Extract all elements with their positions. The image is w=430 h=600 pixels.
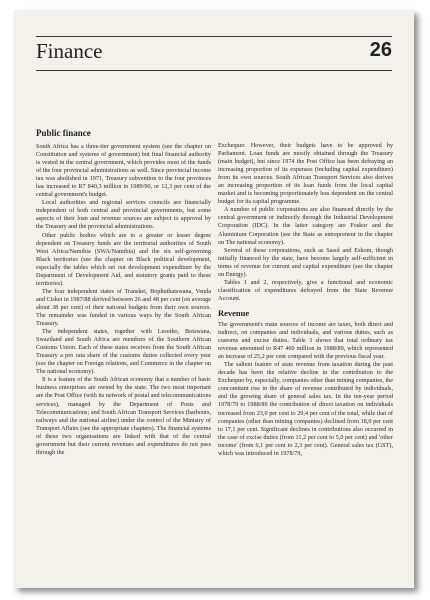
paragraph: Local authorities and regional services councils are financially independent of both central and provincial governments, but some aspects of their loan and revenue sources are subject to approval by the Treasury and the provincial administrations. (36, 199, 211, 231)
paragraph: Several of these corporations, such as Sasol and Eskom, though initially financed by the state, have become largely self-sufficient in terms of revenue for current and capital expenditure (see the chapter on Energy). (218, 246, 393, 278)
header-divider (36, 70, 392, 71)
left-column (36, 128, 211, 457)
paragraph: The government's main sources of income are taxes, both direct and indirect, on companies and individuals, and various duties, such as customs and excise duties. Table 3 shows that total ordinary tax revenue amounted to R47 460 million in 1988/89, which represented an increase of 25,2 per cent compared with the previous fiscal year. (218, 320, 393, 361)
chapter-title: Finance (36, 39, 103, 63)
paragraph: The four independent states of Transkei, Bophuthatswana, Venda and Ciskei in 1987/88 derived between 26 and 48 per cent (on average about 38 per cent) of their national budgets from their own sources. The remainder was funded in various ways by the South African Treasury. (36, 287, 211, 328)
paragraph: Exchequer. However, their budgets have to be approved by Parliament. Loan funds are mostly obtained through the Treasury (main budget), but since 1974 the Post Office has been defraying an increasing proportion of its expenses (including capital expenditure) from its own sources. South African Transport Services also derives an increasing proportion of its loan funds from the local capital market and is becoming proportionately less dependent on the central budget for its capital programme. (218, 142, 393, 206)
right-column (218, 142, 393, 458)
paragraph: The independent states, together with Lesotho, Botswana, Swaziland and South Africa are members of the Southern African Customs Union. Each of these states receives from the South African Treasury a pro rata share of the customs duties collected every year (see the chapter on Foreign relations, and Commerce in the chapter on The national economy). (36, 328, 211, 376)
section-heading-public-finance: Public finance (36, 128, 91, 138)
paragraph: Tables 1 and 2, respectively, give a functional and economic classification of expenditures defrayed from the State Revenue Account. (218, 278, 393, 302)
paragraph: South Africa has a three-tier government system (see the chapter on Constitution and systems of government) but final financial authority is vested in the central government, which provides most of the funds of the four provincial administrations as well. Since provincial income tax was abolished in 1971, Treasury subvention to the four provinces has increased to R7 840,3 million in 1989/90, or 12,3 per cent of the central government's budget. (36, 143, 211, 199)
paragraph: Other public bodies which are to a greater or lesser degree dependent on Treasury funds are the territorial authorities of South West Africa/Namibia (SWA/Namibia) and the six self-governing Black territories (see the chapter on Black political development, especially the tables which set out development expenditure by the Department of Development Aid, and statutory grants paid to these territories). (36, 231, 211, 287)
paragraph: The salient feature of state revenue from taxation during the past decade has been the relative decline in the contribution to the Exchequer by, especially, companies other than mining companies, the concomitant rise in the share of revenue contributed by individuals, and the growing share of general sales tax. In the ten-year period 1978/79 to 1988/89 the contribution of direct taxation on individuals increased from 23,0 per cent to 29,4 per cent of the total, while that of companies (other than mining companies) declined from 18,0 per cent to 17,1 per cent. Significant declines in contributions also occurred in the case of excise duties (from 11,2 per cent to 5,0 per cent) and 'other income' (from 6,1 per cent to 2,3 per cent). General sales tax (GST), which was introduced in 1978/79, (218, 361, 393, 457)
paragraph: A number of public corporations are also financed directly by the central government or indirectly through the Industrial Development Corporation (IDC). In the latter category are Foskor and the Aluminium Corporation (see the State as entrepreneur in the chapter on The national economy). (218, 206, 393, 246)
section-heading-revenue: Revenue (218, 307, 250, 318)
chapter-number: 26 (369, 39, 392, 61)
document-page (14, 10, 414, 588)
chapter-header (36, 36, 392, 71)
paragraph: It is a feature of the South African economy that a number of basic business enterprises are owned by the state. The two most important are the Post Office (with its network of postal and telecommunications services), managed by the Department of Posts and Telecommunications; and South African Transport Services (harbours, railways and the national airline) under the control of the Ministry of Transport Affairs (see the appropriate chapters). The financial systems of these two organisations are linked with that of the central government but their current revenues and expenditures do not pass through the (36, 376, 211, 456)
